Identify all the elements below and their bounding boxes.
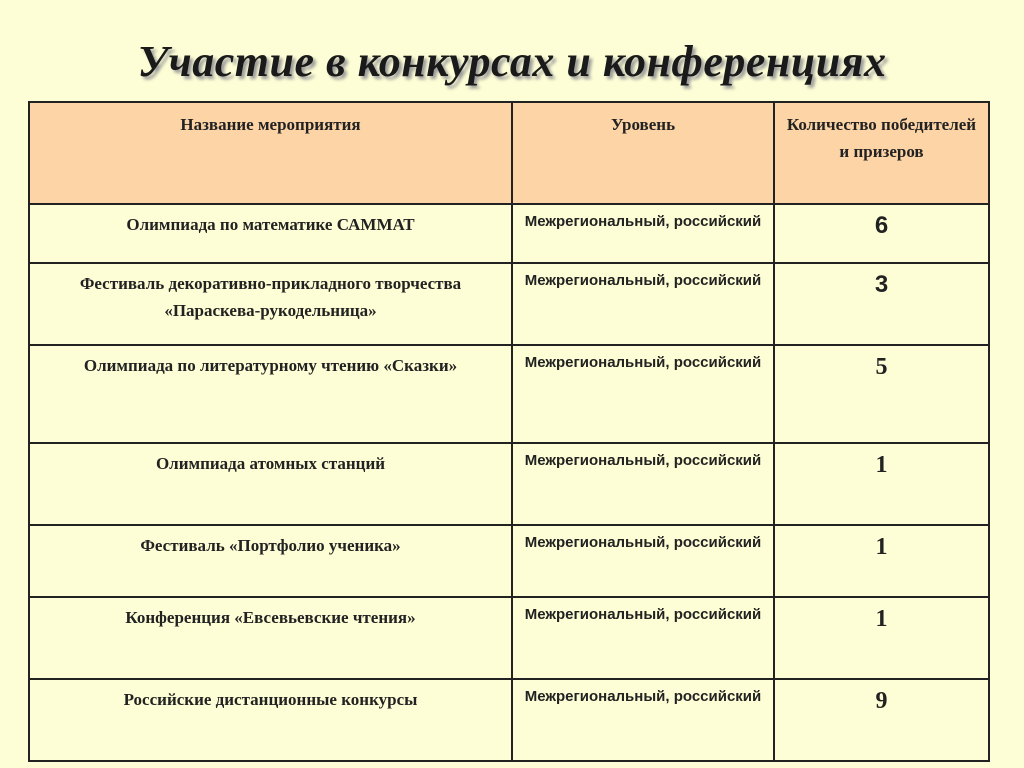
table-row [29, 443, 989, 525]
table-row [29, 597, 989, 679]
event-level: Межрегиональный, российский [512, 597, 774, 679]
event-name: Олимпиада по математике САММАТ [29, 204, 512, 263]
slide-title: Участие в конкурсах и конференциях [137, 37, 887, 86]
event-level: Межрегиональный, российский [512, 345, 774, 443]
header-event-name: Название мероприятия [29, 102, 512, 204]
event-name: Олимпиада атомных станций [29, 443, 512, 525]
table-row [29, 679, 989, 761]
event-name: Олимпиада по литературному чтению «Сказки» [29, 345, 512, 443]
table-row [29, 525, 989, 597]
event-name: Российские дистанционные конкурсы [29, 679, 512, 761]
event-level: Межрегиональный, российский [512, 204, 774, 263]
table-row [29, 263, 989, 345]
winners-count: 6 [774, 204, 989, 263]
winners-count: 9 [774, 679, 989, 761]
winners-count: 1 [774, 597, 989, 679]
event-level: Межрегиональный, российский [512, 443, 774, 525]
event-name: Конференция «Евсевьевские чтения» [29, 597, 512, 679]
competitions-table [28, 101, 988, 762]
event-level: Межрегиональный, российский [512, 263, 774, 345]
event-level: Межрегиональный, российский [512, 525, 774, 597]
winners-count: 3 [774, 263, 989, 345]
table-row [29, 345, 989, 443]
winners-count: 1 [774, 525, 989, 597]
header-winners-count: Количество победителей и призеров [774, 102, 989, 204]
event-name: Фестиваль «Портфолио ученика» [29, 525, 512, 597]
event-name: Фестиваль декоративно-прикладного творчества «Параскева-рукодельница» [29, 263, 512, 345]
winners-count: 5 [774, 345, 989, 443]
table-row [29, 204, 989, 263]
event-level: Межрегиональный, российский [512, 679, 774, 761]
header-level: Уровень [512, 102, 774, 204]
table-header-row [29, 102, 989, 204]
winners-count: 1 [774, 443, 989, 525]
